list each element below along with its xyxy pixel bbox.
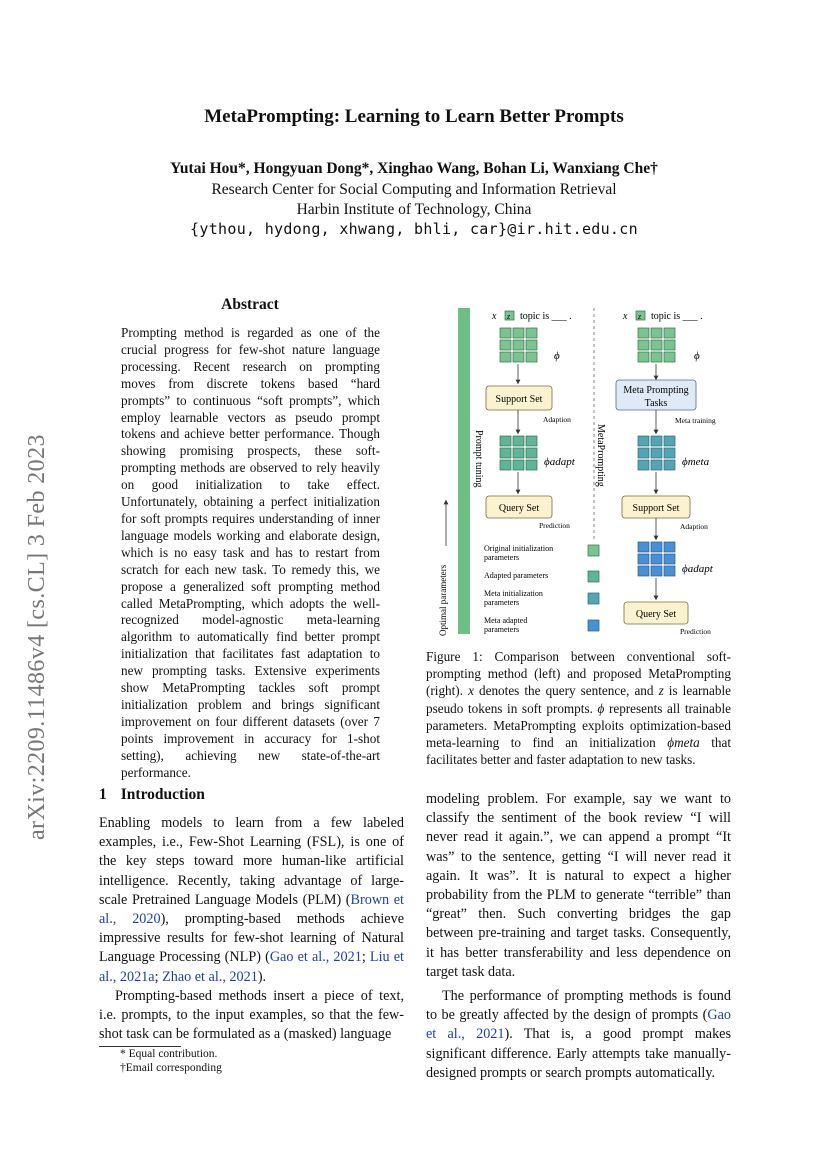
legend-meta-adapted-line-1: Meta adapted: [484, 616, 528, 625]
prompt-tuning-label: Prompt tuning: [473, 430, 484, 488]
legend-meta-init-line-2: parameters: [484, 598, 520, 607]
support-set-label-right: Support Set: [632, 503, 680, 514]
phi-meta: ϕmeta: [682, 456, 710, 468]
left-column-body: [99, 814, 404, 1044]
legend-meta-init-line-1: Meta initialization: [484, 589, 543, 598]
figure-1-diagram: [426, 302, 736, 642]
query-set-label: Query Set: [498, 503, 540, 514]
intro-paragraph-1: Enabling models to learn from a few labeled examples, i.e., Few-Shot Learning (FSL), is one of the key steps toward more human-like artificial intelligence. Recently, taking advantage of large-scale Pretrained Language Models (PLM) (Brown et al., 2020), prompting-based methods achieve impressive results for few-shot learning of Natural Language Processing (NLP) (Gao et al., 2021; Liu et al., 2021a; Zhao et al., 2021).: [99, 815, 404, 985]
footnote-equal-contribution: * Equal contribution.: [120, 1048, 218, 1060]
legend-meta-adapted-line-2: parameters: [484, 625, 520, 634]
phi-adapt-left: ϕadapt: [544, 456, 575, 468]
adaption-label-right: Adaption: [680, 522, 708, 531]
left-x-symbol: x: [492, 311, 497, 322]
original-params-grid-right: [638, 328, 675, 362]
left-z-symbol: z: [507, 312, 511, 321]
optimal-parameters-label: Optimal parameters: [438, 564, 448, 636]
intro-paragraph-3: The performance of prompting methods is found to be greatly affected by the design of prompts (Gao et al., 2021). That is, a good prompt makes significant difference. Early attempts take manually-designed prompts or search prompts automatically.: [426, 988, 731, 1081]
paper-title: MetaPrompting: Learning to Learn Better Prompts: [204, 106, 624, 127]
section-heading-introduction: [99, 786, 205, 804]
arxiv-identifier: arXiv:2209.11486v4 [cs.CL] 3 Feb 2023: [24, 434, 50, 840]
intro-paragraph-2: Prompting-based methods insert a piece of text, i.e. prompts, to the input examples, so that the few-shot task can be formulated as a (masked) language: [99, 987, 404, 1043]
affiliation-line-1: Research Center for Social Computing and Information Retrieval: [211, 181, 617, 198]
prediction-label-left: Prediction: [539, 521, 570, 530]
section-number: 1: [99, 786, 107, 803]
optimal-parameters-bar: [458, 308, 470, 634]
section-title: Introduction: [120, 786, 205, 803]
adaption-label-left: Adaption: [543, 415, 571, 424]
footnote-rule: [99, 1046, 181, 1047]
right-x-symbol: x: [623, 311, 628, 322]
meta-init-params-grid: [638, 436, 675, 470]
right-column-body: [426, 790, 731, 1083]
legend-original-swatch: [588, 545, 599, 556]
legend-adapted-swatch: [588, 571, 599, 582]
meta-tasks-label-line-2: Tasks: [644, 398, 668, 409]
citation-link[interactable]: Zhao et al., 2021: [162, 968, 258, 985]
legend-adapted: Adapted parameters: [484, 571, 549, 580]
author-emails: {ythou, hydong, xhwang, bhli, car}@ir.hit.edu.cn: [190, 220, 638, 238]
affiliation-line-2: Harbin Institute of Technology, China: [296, 201, 532, 218]
abstract-text: Prompting method is regarded as one of the crucial progress for few-shot nature language processing. Recent research on prompting moves from discrete tokens based “hard prompts” to continuous “soft prompts”, which employ learnable vectors as pseudo prompt tokens and achieve better performance. Though showing promising prospects, these soft-prompting methods are observed to rely heavily on good initialization to take effect. Unfortunately, obtaining a perfect initialization for soft prompts requires understanding of inner language models working and elaborate design, which is no easy task and has to restart from scratch for each new task. To remedy this, we propose a generalized soft prompting method called MetaPrompting, which adopts the well-recognized model-agnostic meta-learning algorithm to automatically find better prompt initialization that facilitates fast adaptation to new prompting tasks. Extensive experiments show MetaPrompting tackles soft prompt initialization problem and brings significant improvement on four different datasets (over 7 points improvement in accuracy for 1-shot setting), achieving new state-of-the-art performance.: [121, 325, 380, 780]
meta-tasks-label-line-1: Meta Prompting: [623, 385, 689, 396]
phi-adapt-right: ϕadapt: [682, 563, 713, 575]
author-list: Yutai Hou*, Hongyuan Dong*, Xinghao Wang, Bohan Li, Wanxiang Che†: [170, 160, 658, 177]
citation-link[interactable]: Liu et al., 2021a: [99, 949, 404, 985]
legend-original-line-2: parameters: [484, 553, 520, 562]
original-params-grid-left: [500, 328, 537, 362]
phi-right: ϕ: [694, 350, 700, 362]
support-set-label: Support Set: [495, 394, 543, 405]
intro-paragraph-2-continued: modeling problem. For example, say we want to classify the sentiment of the book review “I will never read it again.”, we can append a prompt “It was” to the sentence, getting “I will never read it again. It was”. It is natural to expect a higher probability from the PLM to generate “terrible” than “great” then. Such converting bridges the gap between pre-training and target tasks. Consequently, it has better transferability and less dependence on target task data.: [426, 791, 731, 980]
citation-link[interactable]: Gao et al., 2021: [269, 949, 362, 966]
query-set-label-right: Query Set: [635, 609, 677, 620]
phi-left: ϕ: [554, 350, 560, 362]
footnote-email: †Email corresponding: [120, 1062, 222, 1074]
right-prompt-template: topic is ___ .: [651, 311, 703, 322]
meta-adapted-params-grid: [638, 542, 675, 576]
legend-meta-adapted-swatch: [588, 620, 599, 631]
adapted-params-grid-left: [500, 436, 537, 470]
prediction-label-right: Prediction: [680, 627, 711, 636]
legend-original-line-1: Original initialization: [484, 544, 554, 553]
meta-training-label: Meta training: [675, 416, 716, 425]
figure-1-caption: Figure 1: Comparison between conventional soft-prompting method (left) and proposed MetaPrompting (right). x denotes the query sentence, and z is learnable pseudo tokens in soft prompts. ϕ represents all trainable parameters. MetaPrompting exploits optimization-based meta-learning to find an initialization ϕmeta that facilitates better and faster adaptation to new tasks.: [426, 649, 731, 768]
citation-link[interactable]: Gao et al., 2021: [426, 1007, 731, 1043]
metaprompting-label: MetaPrompting: [595, 424, 606, 487]
citation-link[interactable]: Brown et al., 2020: [99, 891, 404, 928]
abstract-heading: Abstract: [221, 296, 279, 313]
left-prompt-template: topic is ___ .: [520, 311, 572, 322]
legend-meta-init-swatch: [588, 593, 599, 604]
right-z-symbol: z: [638, 312, 642, 321]
